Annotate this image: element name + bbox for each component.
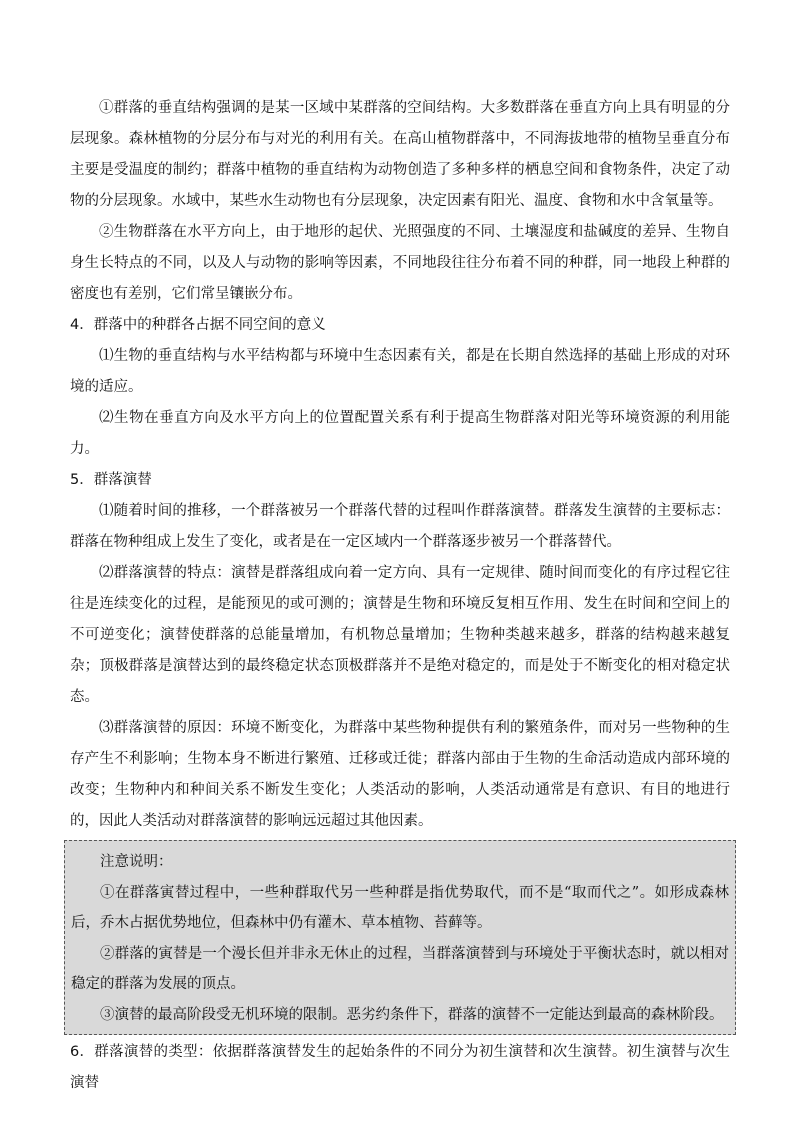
note-item-1: ①在群落寅替过程中，一些种群取代另一些种群是指优势取代，而不是“取而代之”。如形成森林后，乔木占据优势地位，但森林中仍有灌木、草本植物、苔藓等。 bbox=[71, 884, 729, 931]
document-body bbox=[70, 93, 730, 1099]
section-6-text: 6．群落演替的类型：依据群落演替发生的起始条件的不同分为初生演替和次生演替。初生演替与次生演替 bbox=[70, 1044, 730, 1091]
section-4-heading: 4．群落中的种群各占据不同空间的意义 bbox=[70, 317, 326, 333]
section-5-item-2: ⑵群落演替的特点：演替是群落组成向着一定方向、具有一定规律、随时间而变化的有序过程它往往是连续变化的过程，是能预见的或可测的；演替是生物和环境反复相互作用、发生在时间和空间上的不可逆变化；演替使群落的总能量增加，有机物总量增加；生物种类越来越多，群落的结构越来越复杂；顶极群落是演替达到的最终稳定状态顶极群落并不是绝对稳定的，而是处于不断变化的相对稳定状态。 bbox=[70, 565, 730, 705]
note-item-2: ②群落的寅替是一个漫长但并非永无休止的过程，当群落演替到与环境处于平衡状态时，就以相对稳定的群落为发展的顶点。 bbox=[71, 945, 729, 992]
paragraph-horizontal-structure: ②生物群落在水平方向上，由于地形的起伏、光照强度的不同、土壤湿度和盐碱度的差异、生物自身生长特点的不同，以及人与动物的影响等因素，不同地段往往分布着不同的种群，同一地段上种群的密度也有差别，它们常呈镶嵌分布。 bbox=[70, 224, 730, 302]
note-item-3: ③演替的最高阶段受无机环境的限制。恶劣约条件下，群落的演替不一定能达到最高的森林阶段。 bbox=[100, 1006, 724, 1023]
section-5-item-1: ⑴随着时间的推移，一个群落被另一个群落代替的过程叫作群落演替。群落发生演替的主要标志：群落在物种组成上发生了变化，或者是在一定区域内一个群落逐步被另一个群落替代。 bbox=[70, 503, 730, 550]
note-title: 注意说明： bbox=[100, 854, 173, 870]
section-5-item-3: ⑶群落演替的原因：环境不断变化，为群落中某些物种提供有利的繁殖条件，而对另一些物种的生存产生不利影响；生物本身不断进行繁殖、迁移或迁徙；群落内部由于生物的生命活动造成内部环境的改变；生物种内和种间关系不断发生变化；人类活动的影响，人类活动通常是有意识、有目的地进行的，因此人类活动对群落演替的影响远远超过其他因素。 bbox=[70, 720, 730, 829]
section-4-item-2: ⑵生物在垂直方向及水平方向上的位置配置关系有利于提高生物群落对阳光等环境资源的利用能力。 bbox=[70, 410, 730, 457]
section-4-item-1: ⑴生物的垂直结构与水平结构都与环境中生态因素有关，都是在长期自然选择的基础上形成的对环境的适应。 bbox=[70, 348, 730, 395]
section-5-heading: 5．群落演替 bbox=[70, 472, 152, 488]
note-box bbox=[64, 840, 736, 1035]
paragraph-vertical-structure: ①群落的垂直结构强调的是某一区域中某群落的空间结构。大多数群落在垂直方向上具有明显的分层现象。森林植物的分层分布与对光的利用有关。在高山植物群落中，不同海拔地带的植物呈垂直分布主要是受温度的制约；群落中植物的垂直结构为动物创造了多种多样的栖息空间和食物条件，决定了动物的分层现象。水域中，某些水生动物也有分层现象，决定因素有阳光、温度、食物和水中含氧量等。 bbox=[70, 100, 730, 209]
